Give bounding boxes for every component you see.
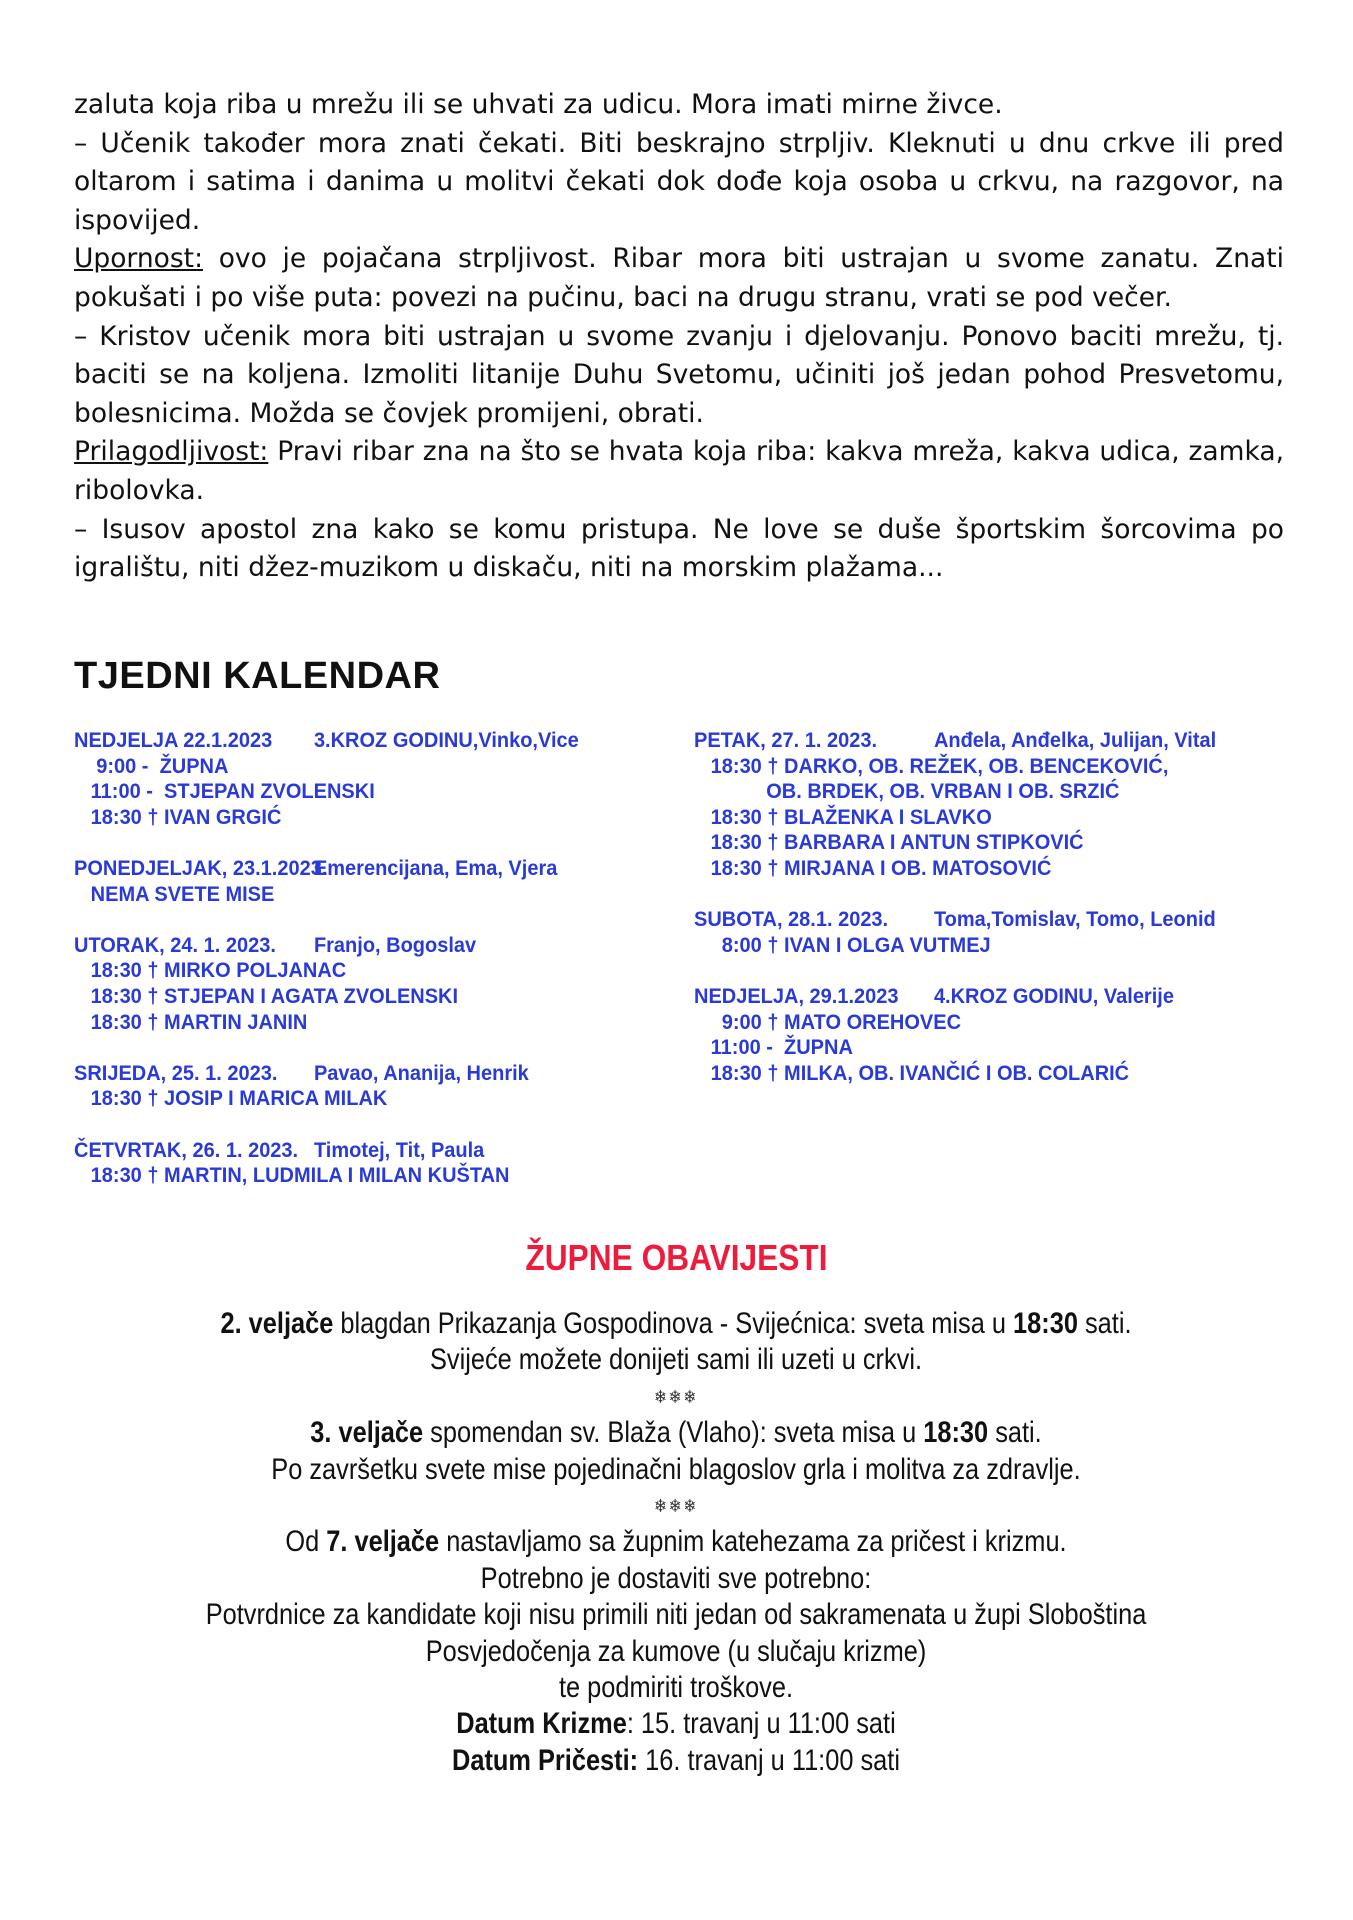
calendar-day-date: NEDJELJA 22.1.2023: [74, 728, 273, 752]
announcement-line: [160, 1415, 1192, 1451]
announcement-line: [160, 1524, 1192, 1560]
calendar-day-saints: 3.KROZ GODINU,Vinko,Vice: [313, 728, 579, 752]
announcement-text: nastavljamo sa župnim katehezama za pričest i krizmu.: [439, 1525, 1067, 1559]
mass-entry: 18:30 † MIRJANA I OB. MATOSOVIĆ: [694, 855, 1052, 880]
calendar-day-date: SUBOTA, 28.1. 2023.: [694, 907, 889, 932]
mass-entry: 18:30 † BARBARA I ANTUN STIPKOVIĆ: [694, 830, 1084, 855]
intro-paragraph: [74, 240, 1284, 317]
calendar-day-header: [694, 728, 1261, 754]
calendar-day-saints: Franjo, Bogoslav: [313, 932, 477, 957]
mass-entry: 11:00 - ŽUPNA: [694, 1035, 853, 1060]
calendar-day-saints: Anđela, Anđelka, Julijan, Vital: [933, 728, 1217, 752]
calendar-day-date: NEDJELJA, 29.1.2023: [694, 983, 899, 1008]
date-bold: 2. veljače: [220, 1307, 334, 1340]
calendar-day-date: PONEDJELJAK, 23.1.2023.: [74, 855, 328, 880]
krizma-label: Datum Krizme: [456, 1707, 627, 1741]
announcement-line: Svijeće možete donijeti sami ili uzeti u crkvi.: [429, 1343, 923, 1377]
calendar-day-saints: 4.KROZ GODINU, Valerije: [933, 983, 1174, 1008]
calendar-day-date: ČETVRTAK, 26. 1. 2023.: [74, 1137, 299, 1162]
upornost-text: ovo je pojačana strpljivost. Ribar mora biti ustrajan u svome zanatu. Znati pokušati i po više puta: povezi na pučinu, baci na drugu stranu, vrati se pod večer.: [74, 243, 1284, 313]
announcement-text: sati.: [1077, 1307, 1132, 1340]
announcement-line: Po završetku svete mise pojedinačni blagoslov grla i molitva za zdravlje.: [271, 1452, 1081, 1486]
announcement-text: sati.: [988, 1416, 1042, 1450]
calendar-day: [74, 1138, 632, 1189]
announcement-line: te podmiriti troškove.: [558, 1671, 794, 1705]
mass-entry: 9:00 - ŽUPNA: [74, 753, 229, 778]
calendar-day-date: UTORAK, 24. 1. 2023.: [74, 932, 276, 957]
mass-entry: 8:00 † IVAN I OLGA VUTMEJ: [694, 932, 991, 957]
mass-entry: 18:30 † DARKO, OB. REŽEK, OB. BENCEKOVIĆ,: [694, 753, 1169, 778]
krizma-date: [160, 1706, 1192, 1742]
date-bold: 7. veljače: [326, 1525, 440, 1559]
snowflake-separator-icon: ❄❄❄: [653, 1386, 699, 1407]
calendar-day-header: [74, 856, 632, 882]
calendar-day-header: [74, 1061, 632, 1087]
pricest-date: [160, 1743, 1192, 1779]
announcement-text: Od: [285, 1525, 327, 1559]
intro-text: [74, 86, 1284, 588]
calendar-day-date: SRIJEDA, 25. 1. 2023.: [74, 1060, 278, 1085]
intro-paragraph: zaluta koja riba u mrežu ili se uhvati za udicu. Mora imati mirne živce.: [74, 89, 1003, 120]
calendar-day-header: [694, 907, 1261, 933]
announcement-line: [160, 1306, 1192, 1342]
calendar-day: [694, 907, 1261, 958]
calendar-day: [74, 933, 632, 1035]
announcements-title: ŽUPNE OBAVIJESTI: [525, 1237, 828, 1278]
intro-paragraph: – Učenik također mora znati čekati. Biti beskrajno strpljiv. Kleknuti u dnu crkve ili pred oltarom i satima i danima u molitvi čekati dok dođe koja osoba u crkvu, na razgovor, na ispovijed.: [74, 127, 1284, 236]
snowflake-separator-icon: ❄❄❄: [653, 1496, 699, 1517]
calendar-day-header: [74, 1138, 632, 1164]
mass-entry: OB. BRDEK, OB. VRBAN I OB. SRZIĆ: [694, 779, 1120, 804]
announcement-line: Posvjedočenja za kumove (u slučaju krizme): [425, 1634, 927, 1668]
mass-entry: 18:30 † STJEPAN I AGATA ZVOLENSKI: [74, 983, 459, 1008]
calendar-right-column: [694, 728, 1261, 1112]
pricest-text: 16. travanj u 11:00 sati: [638, 1743, 900, 1777]
announcements: [160, 1306, 1192, 1779]
intro-paragraph: – Isusov apostol zna kako se komu pristupa. Ne love se duše športskim šorcovima po igralištu, niti džez-muzikom u diskaču, niti na morskim plažama...: [74, 513, 1284, 584]
calendar-day: [74, 1061, 632, 1112]
announcement-line: Potrebno je dostaviti sve potrebno:: [480, 1561, 872, 1595]
calendar-day: [74, 728, 632, 830]
calendar-left-column: [74, 728, 632, 1214]
mass-entry: 11:00 - STJEPAN ZVOLENSKI: [74, 779, 375, 804]
mass-entry: 18:30 † MILKA, OB. IVANČIĆ I OB. COLARIĆ: [694, 1060, 1130, 1085]
intro-paragraph: [74, 433, 1284, 510]
calendar-day-saints: Timotej, Tit, Paula: [313, 1137, 485, 1162]
calendar-day-saints: Toma,Tomislav, Tomo, Leonid: [933, 907, 1216, 932]
calendar-day-header: [74, 933, 632, 959]
calendar-day: [694, 728, 1261, 882]
calendar-day-date: PETAK, 27. 1. 2023.: [694, 728, 878, 752]
time-bold: 18:30: [1013, 1307, 1078, 1340]
calendar-day: [74, 856, 632, 907]
mass-entry: 18:30 † MARTIN, LUDMILA I MILAN KUŠTAN: [74, 1163, 510, 1188]
mass-entry: NEMA SVETE MISE: [74, 881, 275, 906]
announcement-text: blagdan Prikazanja Gospodinova - Svijećnica: sveta misa u: [333, 1307, 1014, 1340]
announcement-text: spomendan sv. Blaža (Vlaho): sveta misa u: [423, 1416, 924, 1450]
calendar-day: [694, 984, 1261, 1086]
announcement-line: Potvrdnice za kandidate koji nisu primili niti jedan od sakramenata u župi Sloboština: [205, 1598, 1147, 1632]
upornost-label: Upornost:: [74, 243, 203, 275]
mass-entry: 18:30 † MIRKO POLJANAC: [74, 958, 347, 983]
prilagodljivost-text: Pravi ribar zna na što se hvata koja riba: kakva mreža, kakva udica, zamka, ribolovka.: [74, 436, 1284, 506]
prilagodljivost-label: Prilagodljivost:: [74, 436, 269, 468]
mass-entry: 18:30 † MARTIN JANIN: [74, 1009, 308, 1034]
calendar-day-header: [694, 984, 1261, 1010]
intro-paragraph: – Kristov učenik mora biti ustrajan u svome zvanju i djelovanju. Ponovo baciti mrežu, tj. baciti se na koljena. Izmoliti litanije Duhu Svetomu, učiniti još jedan pohod Presvetomu, bolesnicima. Možda se čovjek promijeni, obrati.: [74, 320, 1284, 429]
date-bold: 3. veljače: [310, 1416, 424, 1450]
mass-entry: 18:30 † IVAN GRGIĆ: [74, 804, 282, 829]
mass-entry: 18:30 † JOSIP I MARICA MILAK: [74, 1086, 388, 1111]
calendar-day-saints: Pavao, Ananija, Henrik: [313, 1060, 529, 1085]
pricest-label: Datum Pričesti:: [452, 1743, 639, 1777]
mass-entry: 9:00 † MATO OREHOVEC: [694, 1009, 962, 1034]
calendar-day-header: [74, 728, 632, 754]
mass-entry: 18:30 † BLAŽENKA I SLAVKO: [694, 804, 992, 829]
calendar-day-saints: Emerencijana, Ema, Vjera: [313, 855, 558, 880]
time-bold: 18:30: [923, 1416, 989, 1450]
calendar-title: TJEDNI KALENDAR: [74, 655, 441, 697]
krizma-text: : 15. travanj u 11:00 sati: [626, 1707, 896, 1741]
